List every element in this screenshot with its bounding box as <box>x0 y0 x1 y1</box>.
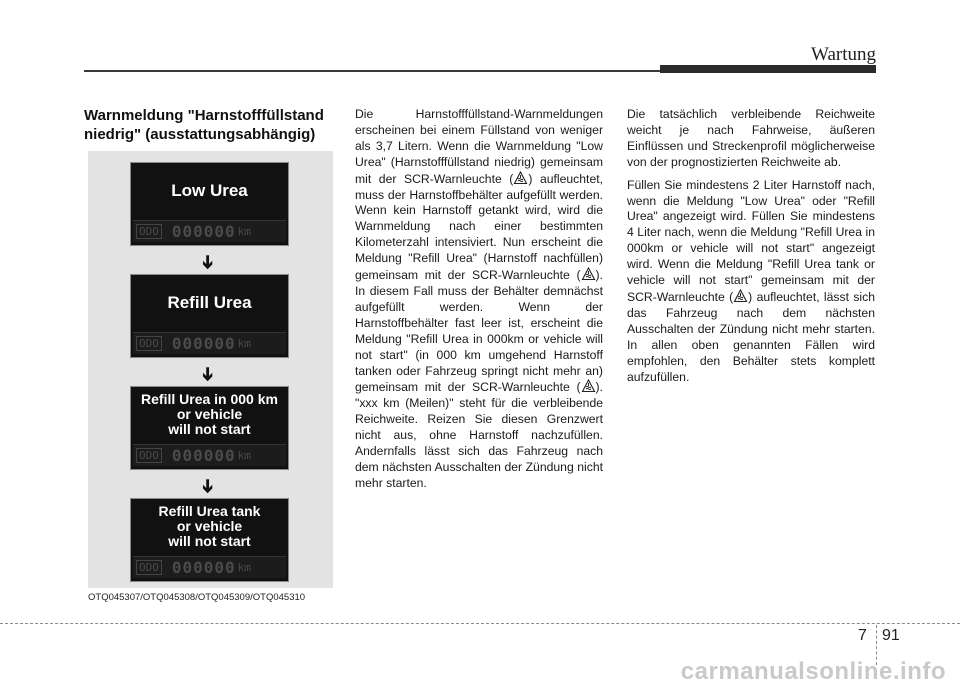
odo-label: ODO <box>136 224 162 239</box>
odo-distance: 000000 <box>171 446 236 465</box>
text-run: ) aufleuchtet, muss der Harnstoffbehälter aufgefüllt werden. Wenn kein Harnstoff getankt wird, wird die Warnmeldung nach einer bestimmten Kilometerzahl intensiviert. Nun erscheint die Meldung "Refill Urea" (Harnstoff nachfüllen) gemeinsam mit der SCR-Warnleuchte ( <box>355 171 603 283</box>
header-bar <box>660 65 876 73</box>
odometer-strip <box>133 556 286 578</box>
scr-warning-icon <box>581 267 596 281</box>
page-number: 91 <box>882 627 900 644</box>
odo-unit: km <box>237 337 251 350</box>
text-run: ). "xxx km (Meilen)" steht für die verbleibende Reichweite. Reizen Sie diesen Grenzwert nicht aus, ohne Harnstoff nachzufüllen. Andernfalls lässt sich das Fahrzeug nach dem nächsten Ausschalten der Zündung nicht mehr starten. <box>355 380 603 490</box>
figure-caption: OTQ045307/OTQ045308/OTQ045309/OTQ045310 <box>88 592 306 603</box>
body-paragraph <box>627 178 875 386</box>
urea-warning-figure <box>88 151 333 588</box>
odo-unit: km <box>237 225 251 238</box>
footer-rule <box>0 623 960 624</box>
text-run: Füllen Sie mindestens 2 Liter Harnstoff nach, wenn die Meldung "Low Urea" oder "Refill Urea" angezeigt wird. Füllen Sie mindestens 4 Liter nach, wenn die Meldung "Refill Urea in 000km or vehicle will not start" angezeigt wird. Wenn die Meldung "Refill Urea tank or vehicle will not start" gemeinsam mit der SCR-Warnleuchte ( <box>627 177 875 304</box>
down-arrow-icon: ➔ <box>198 478 218 494</box>
body-column-2 <box>355 107 603 499</box>
display-panel-refill-urea-tank <box>130 498 289 582</box>
panel-message: Low Urea <box>171 180 248 200</box>
header-rule <box>84 70 660 72</box>
text-run: ) aufleuchtet, lässt sich das Fahrzeug nach dem nächsten Ausschalten der Zündung nicht mehr starten. In allen oben genannten Fällen wird empfohlen, den Behälter stets komplett aufzufüllen. <box>627 289 876 384</box>
text-run: ). In diesem Fall muss der Behälter demnächst aufgefüllt werden. Wenn der Harnstoffbehälter fast leer ist, erscheint die Meldung "Refill Urea in 000km or vehicle will not start" (in 000 km umgehend Harnstoff tanken oder Fahrzeug springt nicht mehr an) gemeinsam mit der SCR-Warnleuchte ( <box>355 268 603 395</box>
display-panel-refill-urea <box>130 274 289 358</box>
odo-label: ODO <box>136 448 162 463</box>
odometer-strip <box>133 444 286 466</box>
panel-message-line2: or vehicle <box>176 517 243 534</box>
scr-warning-icon <box>733 289 748 303</box>
panel-message-line3: will not start <box>168 420 251 437</box>
watermark: carmanualsonline.info <box>680 658 946 685</box>
body-paragraph <box>355 107 603 492</box>
chapter-number: 7 <box>858 627 867 644</box>
down-arrow-icon: ➔ <box>198 254 218 270</box>
body-paragraph: Die tatsächlich verbleibende Reichweite weicht je nach Fahrweise, äußeren Einflüssen und Streckenprofil möglicherweise von der prognostizierten Reichweite ab. <box>627 107 875 169</box>
panel-message-line3: will not start <box>168 532 251 549</box>
panel-message: Refill Urea <box>167 292 252 312</box>
chapter-title: Wartung <box>811 44 876 65</box>
odo-unit: km <box>237 449 251 462</box>
panel-message-line1: Refill Urea tank <box>158 502 261 519</box>
odometer-strip <box>133 220 286 242</box>
text-run: Die Harnstofffüllstand-Warnmeldungen erscheinen bei einem Füllstand von weniger als 3,7 Litern. Wenn die Warnmeldung "Low Urea" (Harnstofffüllstand niedrig) gemeinsam mit der SCR-Warnleuchte ( <box>355 107 603 186</box>
odo-label: ODO <box>136 336 162 351</box>
down-arrow-icon: ➔ <box>198 366 218 382</box>
odo-distance: 000000 <box>171 558 236 577</box>
odo-unit: km <box>237 561 251 574</box>
panel-message-line1: Refill Urea in 000 km <box>141 390 278 407</box>
display-panel-low-urea <box>130 162 289 246</box>
odo-distance: 000000 <box>171 222 236 241</box>
scr-warning-icon <box>581 379 596 393</box>
body-column-3 <box>627 107 875 392</box>
section-heading: Warnmeldung "Harnstofffüllstand niedrig" (ausstattungsabhängig) <box>84 107 324 143</box>
scr-warning-icon <box>513 171 528 185</box>
odo-distance: 000000 <box>171 334 236 353</box>
odo-label: ODO <box>136 560 162 575</box>
panel-message-line2: or vehicle <box>176 405 243 422</box>
display-panel-refill-urea-km <box>130 386 289 470</box>
odometer-strip <box>133 332 286 354</box>
